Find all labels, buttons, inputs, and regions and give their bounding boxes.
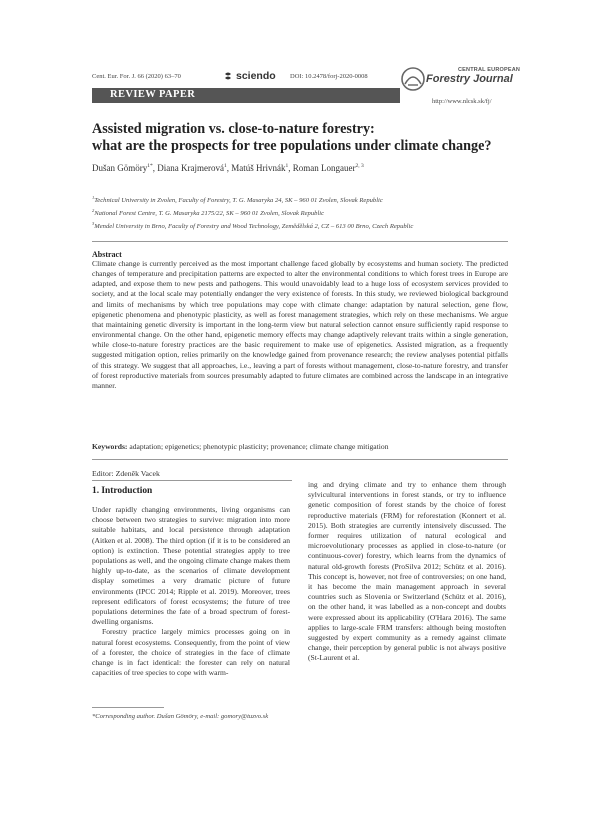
affiliations (92, 193, 413, 233)
journal-citation: Cent. Eur. For. J. 66 (2020) 63–70 (92, 73, 181, 80)
author-sup: 1 (285, 163, 289, 169)
paragraph: ing and drying climate and try to enhance them through sylvicultural interventions in forest stands, or try to influence genetic composition of forest stands by the choice of forest reproductive materials (FRM) for reforestation (Konnert et al. 2015). Both strategies are currently intensively discussed. The former requires utilization of natural ecological and microevolutionary processes as applied in close-to-nature (or continuous-cover) forestry, which learns from the dynamics of natural old-growth forests (ProSilva 2012; Schütz et al. 2016). This concept is, however, not free of controversies; on one hand, it has become the main management approach in several countries such as Slovenia or Switzerland (Schütz et al. 2016), on the other hand, it was labelled as a non-concept and doubts were expressed about its applicability (O'Hara 2016). The same applies to large-scale FRM transfers: although being mostoften suggested by expert community as a remedy against climate change, their perception by general public is not always positive (St-Laurent et al. (308, 480, 506, 663)
author-sup: 1* (147, 163, 153, 169)
keywords (92, 442, 508, 452)
editor-line: Editor: Zdeněk Vacek (92, 469, 160, 478)
tree-emblem-icon (400, 66, 426, 92)
author-name: Roman Longauer (292, 163, 356, 173)
sciendo-mark-icon (223, 71, 233, 81)
author-name: Matúš Hrivnák (231, 163, 286, 173)
affiliation: $^3$Mendel University in Brno, Faculty of Forestry and Wood Technology, Zemědělská 2, CZ – 613 00 Brno, Czech Republic (92, 221, 414, 231)
abstract-text: Climate change is currently perceived as the most important challenge faced globally by ecosystems and human society. The predicted changes of temperature and precipitation patterns are expected to alter the environmental conditions to which forest trees in Europe are adapted, and expose them to new pests and pathogens. This would unavoidably lead to a huge loss of ecosystem services provided to society, and at the local scale may potentially endanger the very existence of forests. In this study, we reviewed biological background and limits of mechanisms by which tree populations may cope with climate change: adaptation by natural selection, gene flow, epigenetic phenomena and phenotypic plasticity, as well as forest management strategies, which rely on these mechanisms. We argue that maintaining genetic diversity is important in the long-term view but natural selection cannot ensure sufficiently rapid response to environmental change. On the other hand, epigenetic memory effects may change adaptively relevant traits within a single generation, while close-to-nature forestry practices are the basic requirement to make use of epigenetics. Assisted migration, as a frequently suggested mitigation option, relies primarily on the knowledge gained from provenance research; the review analyses potential pitfalls of this strategy. We suggest that all approaches, i.e., leaving a part of forests without management, close-to-nature forestry, and transfer of forest reproductive materials from sources presumably adapted to future climates are combined across the landscape in an integrative manner. (92, 259, 508, 390)
author-name: Dušan Gömöry (92, 163, 148, 173)
author-name: Diana Krajmerová (157, 163, 224, 173)
footnote-rule (92, 707, 164, 708)
article-title (92, 121, 522, 155)
section-heading: 1. Introduction (92, 486, 153, 496)
author-sup: 2, 3 (355, 163, 364, 169)
divider (92, 459, 508, 460)
section-label: REVIEW PAPER (110, 89, 196, 100)
affiliation: $^2$National Forest Centre, T. G. Masaryka 2175/22, SK – 960 01 Zvolen, Slovak Republic (92, 208, 325, 218)
author-sup: 1 (223, 163, 227, 169)
journal-logo-top: CENTRAL EUROPEAN (458, 67, 521, 73)
abstract-heading: Abstract (92, 250, 122, 259)
journal-logo (400, 66, 521, 92)
doi: DOI: 10.2478/forj-2020-0008 (290, 73, 368, 80)
keywords-text: adaptation; epigenetics; phenotypic plasticity; provenance; climate change mitigation (127, 442, 389, 451)
paragraph: Under rapidly changing environments, living organisms can choose between two strategies to survive: migration into more suitable habitats, and local persistence through adaptation (Aitken et al. 2008). The third option (if it is to be considered an option) is extinction. These potential strategies apply to tree populations as well, and the ongoing climate change makes them highly up-to-date, as the scenarios of climate development display sometimes a very dramatic picture of future environments (IPCC 2014; Ripple et al. 2019). Moreover, trees represent edificators of forest ecosystems; the future of tree populations determines the fate of a broad spectrum of forest-dwelling organisms. (92, 505, 290, 627)
author-list: Dušan Gömöry$^{1*}$, Diana Krajmerová$^1$, Matúš Hrivnák$^1$, Roman Longauer$^{2, 3}$ (92, 163, 364, 173)
journal-url[interactable]: http://www.nlcsk.sk/fj/ (432, 98, 492, 105)
title-line-2: what are the prospects for tree populations under climate change? (92, 138, 492, 154)
paragraph: Forestry practice largely mimics processes going on in natural forest ecosystems. Consequently, from the point of view of a forester, the choice of strategies in the face of climate change is in fact identical: the forester can rely on natural capacities of tree species to cope with warm- (92, 627, 290, 678)
body-column-left (92, 505, 290, 678)
footnote: *Corresponding author. Dušan Gömöry, e-mail: gomory@tuzvo.sk (92, 713, 269, 720)
divider (92, 241, 508, 242)
body-column-right (308, 480, 506, 664)
sciendo-logo-text: sciendo (236, 70, 276, 82)
affiliation: $^1$Technical University in Zvolen, Faculty of Forestry, T. G. Masaryka 24, SK – 960 01 Zvolen, Slovak Republic (92, 195, 383, 205)
divider (92, 480, 292, 481)
title-line-1: Assisted migration vs. close-to-nature forestry: (92, 121, 375, 137)
keywords-label: Keywords: (92, 442, 128, 451)
journal-logo-main: Forestry Journal (426, 73, 513, 85)
sciendo-logo (223, 70, 276, 82)
